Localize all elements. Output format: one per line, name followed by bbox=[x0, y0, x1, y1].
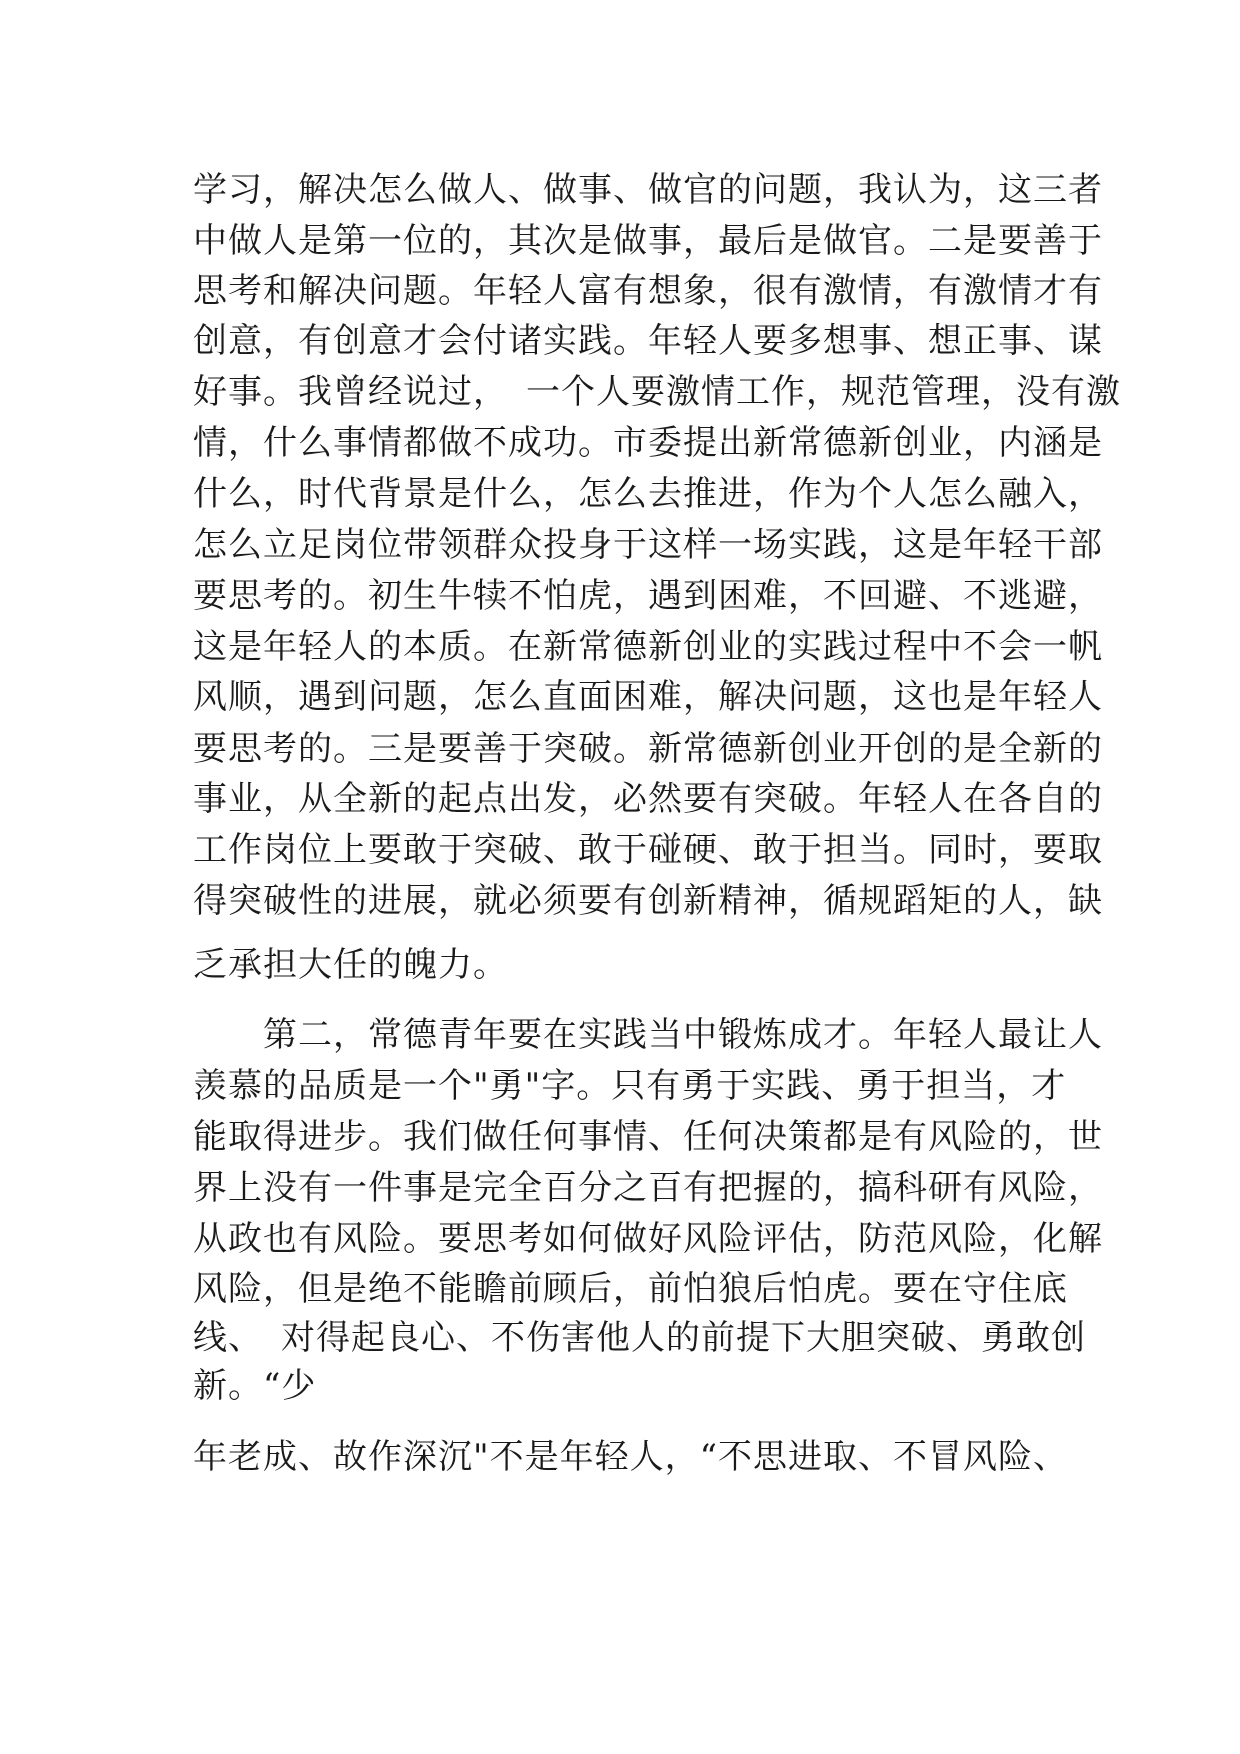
text-line: 思考和解决问题。年轻人富有想象，很有激情，有激情才有 bbox=[193, 271, 1103, 311]
text-line: 工作岗位上要敢于突破、敢于碰硬、敢于担当。同时，要取 bbox=[193, 830, 1103, 870]
text-line: 界上没有一件事是完全百分之百有把握的，搞科研有风险， bbox=[193, 1168, 1103, 1208]
text-line: 这是年轻人的本质。在新常德新创业的实践过程中不会一帆 bbox=[193, 627, 1103, 667]
text-line: 乏承担大任的魄力。 bbox=[193, 945, 508, 985]
text-line: 要思考的。三是要善于突破。新常德新创业开创的是全新的 bbox=[193, 729, 1103, 769]
text-line: 能取得进步。我们做任何事情、任何决策都是有风险的，世 bbox=[193, 1117, 1103, 1157]
text-line: 情，什么事情都做不成功。市委提出新常德新创业，内涵是 bbox=[193, 423, 1103, 463]
text-line: 年老成、故作深沉"不是年轻人，“不思进取、不冒风险、 bbox=[193, 1437, 1069, 1477]
text-line: 什么，时代背景是什么，怎么去推进，作为个人怎么融入， bbox=[193, 474, 1103, 514]
text-line: 第二，常德青年要在实践当中锻炼成才。年轻人最让人 bbox=[193, 1015, 1103, 1055]
text-line: 中做人是第一位的，其次是做事，最后是做官。二是要善于 bbox=[193, 221, 1103, 261]
text-line: 要思考的。初生牛犊不怕虎，遇到困难，不回避、不逃避， bbox=[193, 576, 1103, 616]
text-line: 事业，从全新的起点出发，必然要有突破。年轻人在各自的 bbox=[193, 779, 1103, 819]
text-line: 得突破性的进展，就必须要有创新精神，循规蹈矩的人，缺 bbox=[193, 881, 1103, 921]
text-line: 学习，解决怎么做人、做事、做官的问题，我认为，这三者 bbox=[193, 170, 1103, 210]
text-line: 羡慕的品质是一个"勇"字。只有勇于实践、勇于担当，才 bbox=[193, 1066, 1067, 1106]
text-line: 风顺，遇到问题，怎么直面困难，解决问题，这也是年轻人 bbox=[193, 677, 1103, 717]
text-line: 从政也有风险。要思考如何做好风险评估，防范风险，化解 bbox=[193, 1219, 1103, 1259]
text-line: 好事。我曾经说过， 一个人要激情工作，规范管理，没有激 bbox=[193, 372, 1121, 412]
text-line: 线、 对得起良心、不伤害他人的前提下大胆突破、勇敢创 bbox=[193, 1318, 1086, 1358]
text-line: 怎么立足岗位带领群众投身于这样一场实践，这是年轻干部 bbox=[193, 525, 1103, 565]
text-line: 新。“少 bbox=[193, 1366, 317, 1406]
text-line: 创意，有创意才会付诸实践。年轻人要多想事、想正事、谋 bbox=[193, 321, 1103, 361]
text-line: 风险，但是绝不能瞻前顾后，前怕狼后怕虎。要在守住底 bbox=[193, 1269, 1068, 1309]
